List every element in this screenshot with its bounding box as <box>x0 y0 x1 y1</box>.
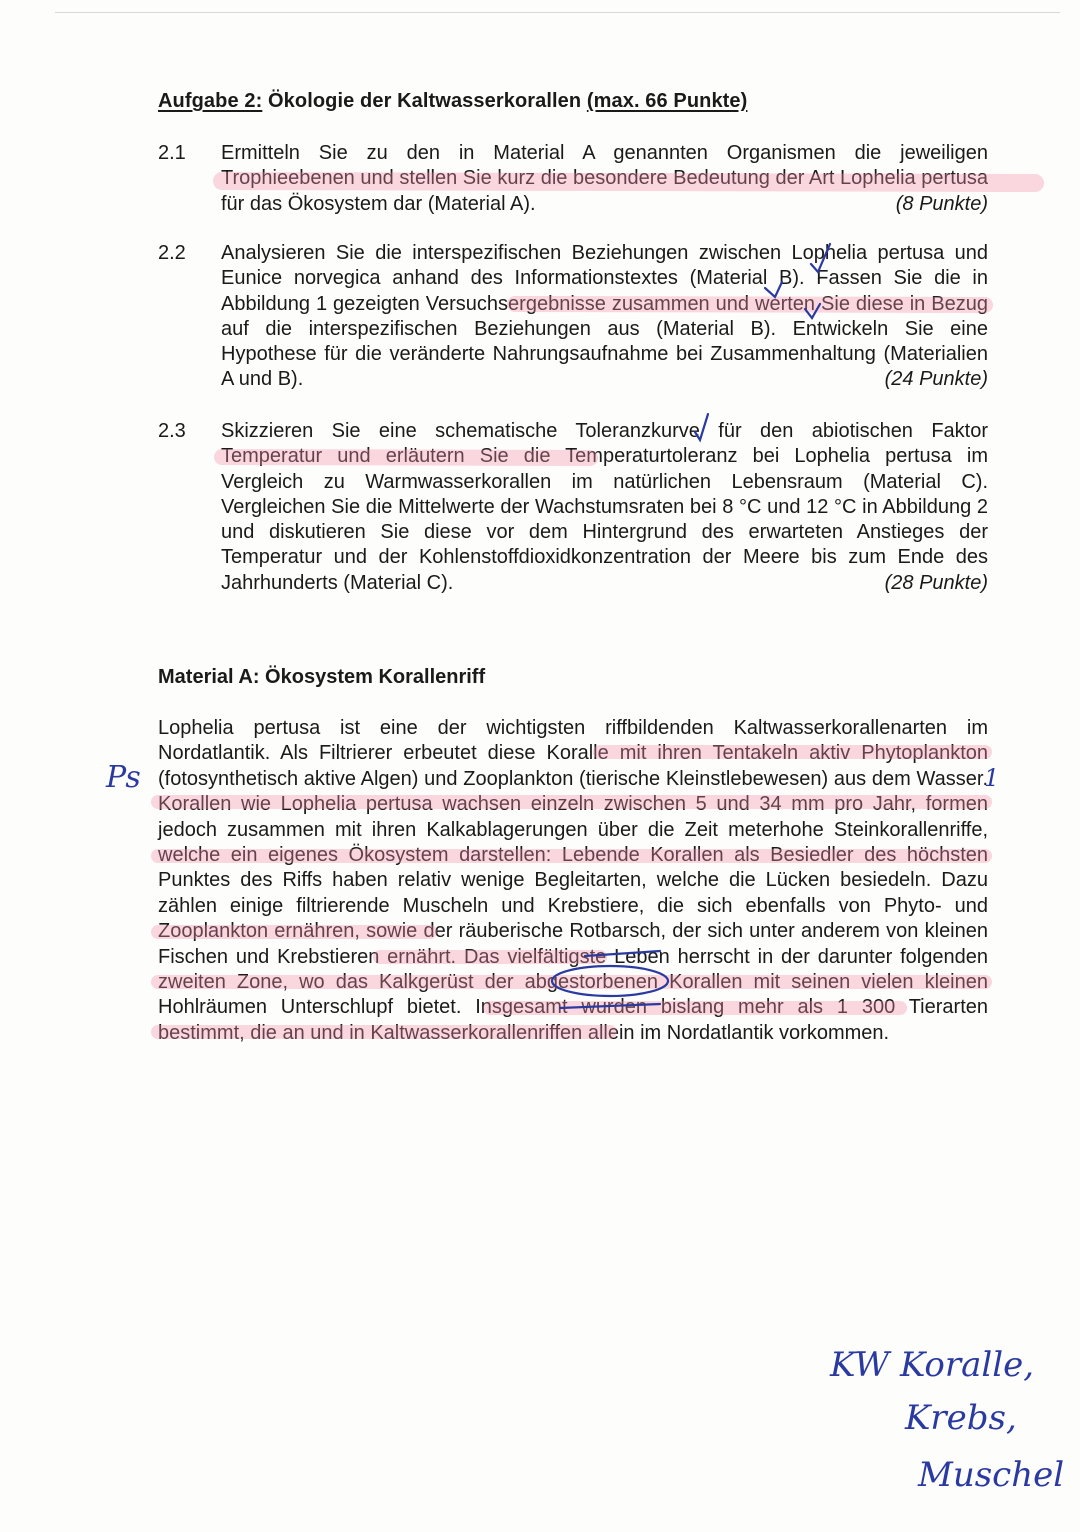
handwritten-note-line-1: KW Koralle, <box>830 1345 1035 1385</box>
task-2-3 <box>158 419 988 596</box>
page-top-rule <box>55 12 1060 13</box>
task-number: 2.2 <box>158 242 186 264</box>
handwritten-note-line-3: Muschel <box>918 1455 1065 1495</box>
task-2-1 <box>158 141 988 217</box>
task-number: 2.3 <box>158 420 186 442</box>
task-points: (24 Punkte) <box>884 368 988 391</box>
task-text: Analysieren Sie die interspezifischen Beziehungen zwischen Lophelia pertusa und Eunice norvegica anhand des Informationstextes (Material B). Fassen Sie die in Abbildung 1 gezeigten Versuchsergebnisse zusammen und werten Sie diese in Bezug auf die interspezifischen Beziehungen aus (Material B). Entwickeln Sie eine Hypothese für die veränderte Nahrungsaufnahme bei Zusammenhaltung (Materialien A und B). <box>221 242 988 391</box>
handwritten-note-line-2: Krebs, <box>905 1398 1017 1438</box>
task-number: 2.1 <box>158 142 186 164</box>
heading-points: (max. 66 Punkte) <box>586 90 748 112</box>
material-a-text: Lophelia pertusa ist eine der wichtigsten riffbildenden Kaltwasserkorallenarten im Nordatlantik. Als Filtrierer erbeutet diese Koralle mit ihren Tentakeln aktiv Phytoplankton (fotosynthetisch aktive Algen) und Zooplankton (tierische Kleinstlebewesen) aus dem Wasser. Korallen wie Lophelia pertusa wachsen einzeln zwischen 5 und 34 mm pro Jahr, formen jedoch zusammen mit ihren Kalkablagerungen über die Zeit meterhohe Steinkorallenriffe, welche ein eigenes Ökosystem darstellen: Lebende Korallen als Besiedler des höchsten Punktes des Riffs haben relativ wenige Begleitarten, welche die Lücken besiedeln. Dazu zählen einige filtrierende Muscheln und Krebstiere, die sich ebenfalls von Phyto- und Zooplankton ernähren, sowie der räuberische Rotbarsch, der sich unter anderem von kleinen Fischen und Krebstieren ernährt. Das vielfältigste Leben herrscht in der darunter folgenden zweiten Zone, wo das Kalkgerüst der abgestorbenen Korallen mit seinen vielen kleinen Hohlräumen Unterschlupf bietet. Insgesamt wurden bislang mehr als 1 300 Tierarten bestimmt, die an und in Kaltwasserkorallenriffen allein im Nordatlantik vorkommen. <box>158 717 988 1044</box>
task-text: Ermitteln Sie zu den in Material A genannten Organismen die jeweiligen Trophieebenen und stellen Sie kurz die besondere Bedeutung der Art Lophelia pertusa für das Ökosystem dar (Material A). <box>221 142 988 215</box>
margin-marker: 1 <box>984 764 1000 792</box>
heading-title: Ökologie der Kaltwasserkorallen <box>262 90 587 112</box>
task-heading <box>158 90 747 113</box>
task-2-2 <box>158 241 988 393</box>
heading-prefix: Aufgabe 2: <box>158 90 263 112</box>
task-points: (8 Punkte) <box>895 192 988 215</box>
task-text: Skizzieren Sie eine schematische Toleranzkurve für den abiotischen Faktor Temperatur und erläutern Sie die Temperaturtoleranz bei Lophelia pertusa im Vergleich zu Warmwasserkorallen im natürlichen Lebensraum (Material C). Vergleichen Sie die Mittelwerte der Wachstumsraten bei 8 °C und 12 °C in Abbildung 2 und diskutieren Sie diese vor dem Hintergrund des erwarteten Anstieges der Temperatur und der Kohlenstoffdioxidkonzentration der Meere bis zum Ende des Jahrhunderts (Material C). <box>221 420 988 594</box>
margin-note: Ps <box>106 760 141 795</box>
material-a-heading: Material A: Ökosystem Korallenriff <box>158 666 486 688</box>
task-points: (28 Punkte) <box>884 571 988 594</box>
